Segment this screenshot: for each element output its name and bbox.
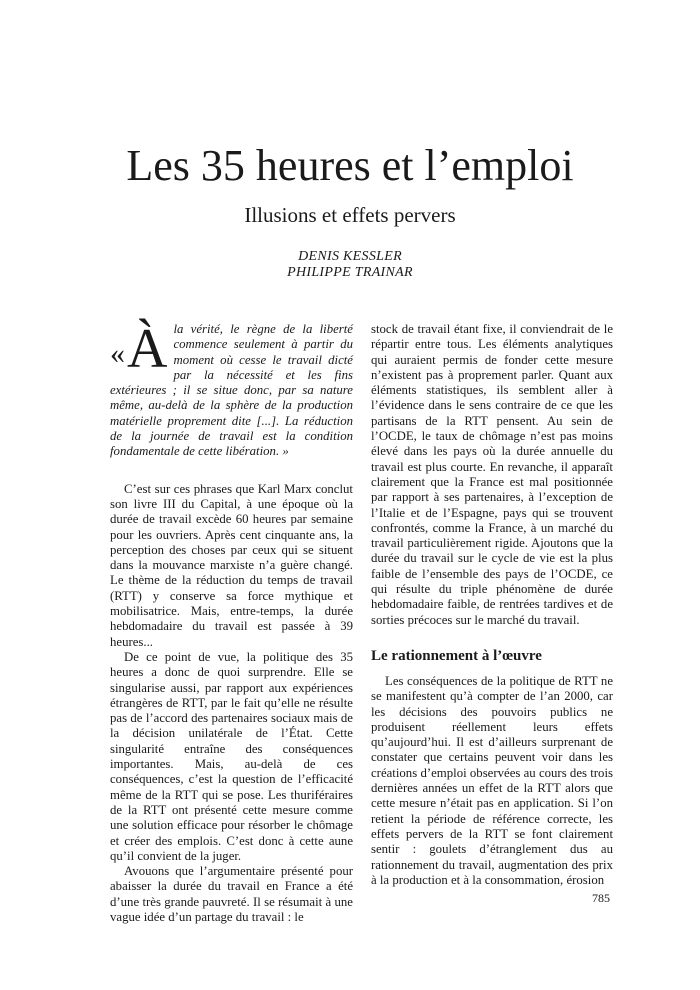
- right-column: [371, 322, 613, 888]
- guillemet-mark: «: [110, 337, 125, 370]
- author-name: PHILIPPE TRAINAR: [287, 265, 413, 280]
- section-heading: Le rationnement à l’œuvre: [371, 647, 542, 664]
- left-column: [110, 318, 353, 925]
- article-title: Les 35 heures et l’emploi: [126, 141, 574, 190]
- body-paragraph: C’est sur ces phrases que Karl Marx conclut son livre III du Capital, à une époque où la durée de travail excède 60 heures par semaine pour les ouvriers. Après cent cinquante ans, la perception des choses par ceux qui se situent dans la mouvance marxiste n’a guère changé. Le thème de la réduction du temps de travail (RTT) y conserve sa force mythique et mobilisatrice. Mais, entre-temps, la durée hebdomadaire du travail est passée à 39 heures...: [110, 481, 353, 649]
- article-subtitle: Illusions et effets pervers: [244, 203, 456, 227]
- author-name: DENIS KESSLER: [298, 249, 402, 264]
- page-number: 785: [592, 891, 610, 905]
- drop-cap: [110, 318, 168, 380]
- drop-cap-letter: À: [127, 318, 168, 380]
- author-list: [0, 249, 700, 281]
- body-paragraph: Les conséquences de la politique de RTT ne se manifestent qu’à compter de l’an 2000, car les décisions des pouvoirs publics ne produisent réellement leurs effets qu’aujourd’hui. Il est d’ailleurs surprenant de constater que certains peuvent voir dans les créations d’emploi observées au cours des trois dernières années un effet de la RTT alors que cette mesure n’était pas en application. Si l’on retient la période de référence correcte, les effets pervers de la RTT se font clairement sentir : goulets d’étranglement dus au rationnement du travail, augmentation des prix à la production et à la consommation, érosion: [371, 673, 613, 887]
- epigraph-quote: [110, 318, 353, 460]
- body-paragraph: Avouons que l’argumentaire présenté pour abaisser la durée du travail en France a été d’une très grande pauvreté. Il se résumait à une vague idée d’un partage du travail : le: [110, 864, 353, 924]
- body-paragraph: De ce point de vue, la politique des 35 heures a donc de quoi surprendre. Elle se singularise aussi, par rapport aux expériences étrangères de RTT, par le fait qu’elle ne résulte pas de l’accord des partenaires sociaux mais de la décision unilatérale de l’État. Cette singularité entraîne des conséquences importantes. Mais, au-delà de ces conséquences, c’est la question de l’efficacité même de la RTT qui se pose. Les thuriféraires de la RTT ont présenté cette mesure comme une solution efficace pour résorber le chômage et créer des emplois. C’est donc à cette aune qu’il convient de la juger.: [110, 649, 353, 863]
- body-paragraph: stock de travail étant fixe, il conviendrait de le répartir entre tous. Les éléments analytiques qui auraient permis de fonder cette mesure n’existent pas à proprement parler. Quant aux éléments statistiques, ils semblent aller à l’évidence dans le sens contraire de ce que les partisans de la RTT pensent. Au sein de l’OCDE, le taux de chômage n’est pas moins élevé dans les pays où la durée annuelle du travail est plus courte. En revanche, il apparaît clairement que la France est mal positionnée par rapport à ses partenaires, à l’exception de l’Italie et de l’Espagne, pays qui se trouvent confrontés, comme la France, à un marché du travail particulièrement rigide. Ajoutons que la durée du travail sur le cycle de vie est la plus faible de l’ensemble des pays de l’OCDE, ce qui résulte du triple phénomène de durée hebdomadaire faible, de rentrées tardives et de sorties précoces sur le marché du travail.: [371, 322, 613, 627]
- quote-text: la vérité, le règne de la liberté commence seulement à partir du moment où cesse le travail dicté par la nécessité et les fins extérieures ; il se situe donc, par sa nature même, au-delà de la sphère de la production matérielle proprement dite [...]. La réduction de la journée de travail est la condition fondamentale de cette libération. »: [110, 322, 353, 459]
